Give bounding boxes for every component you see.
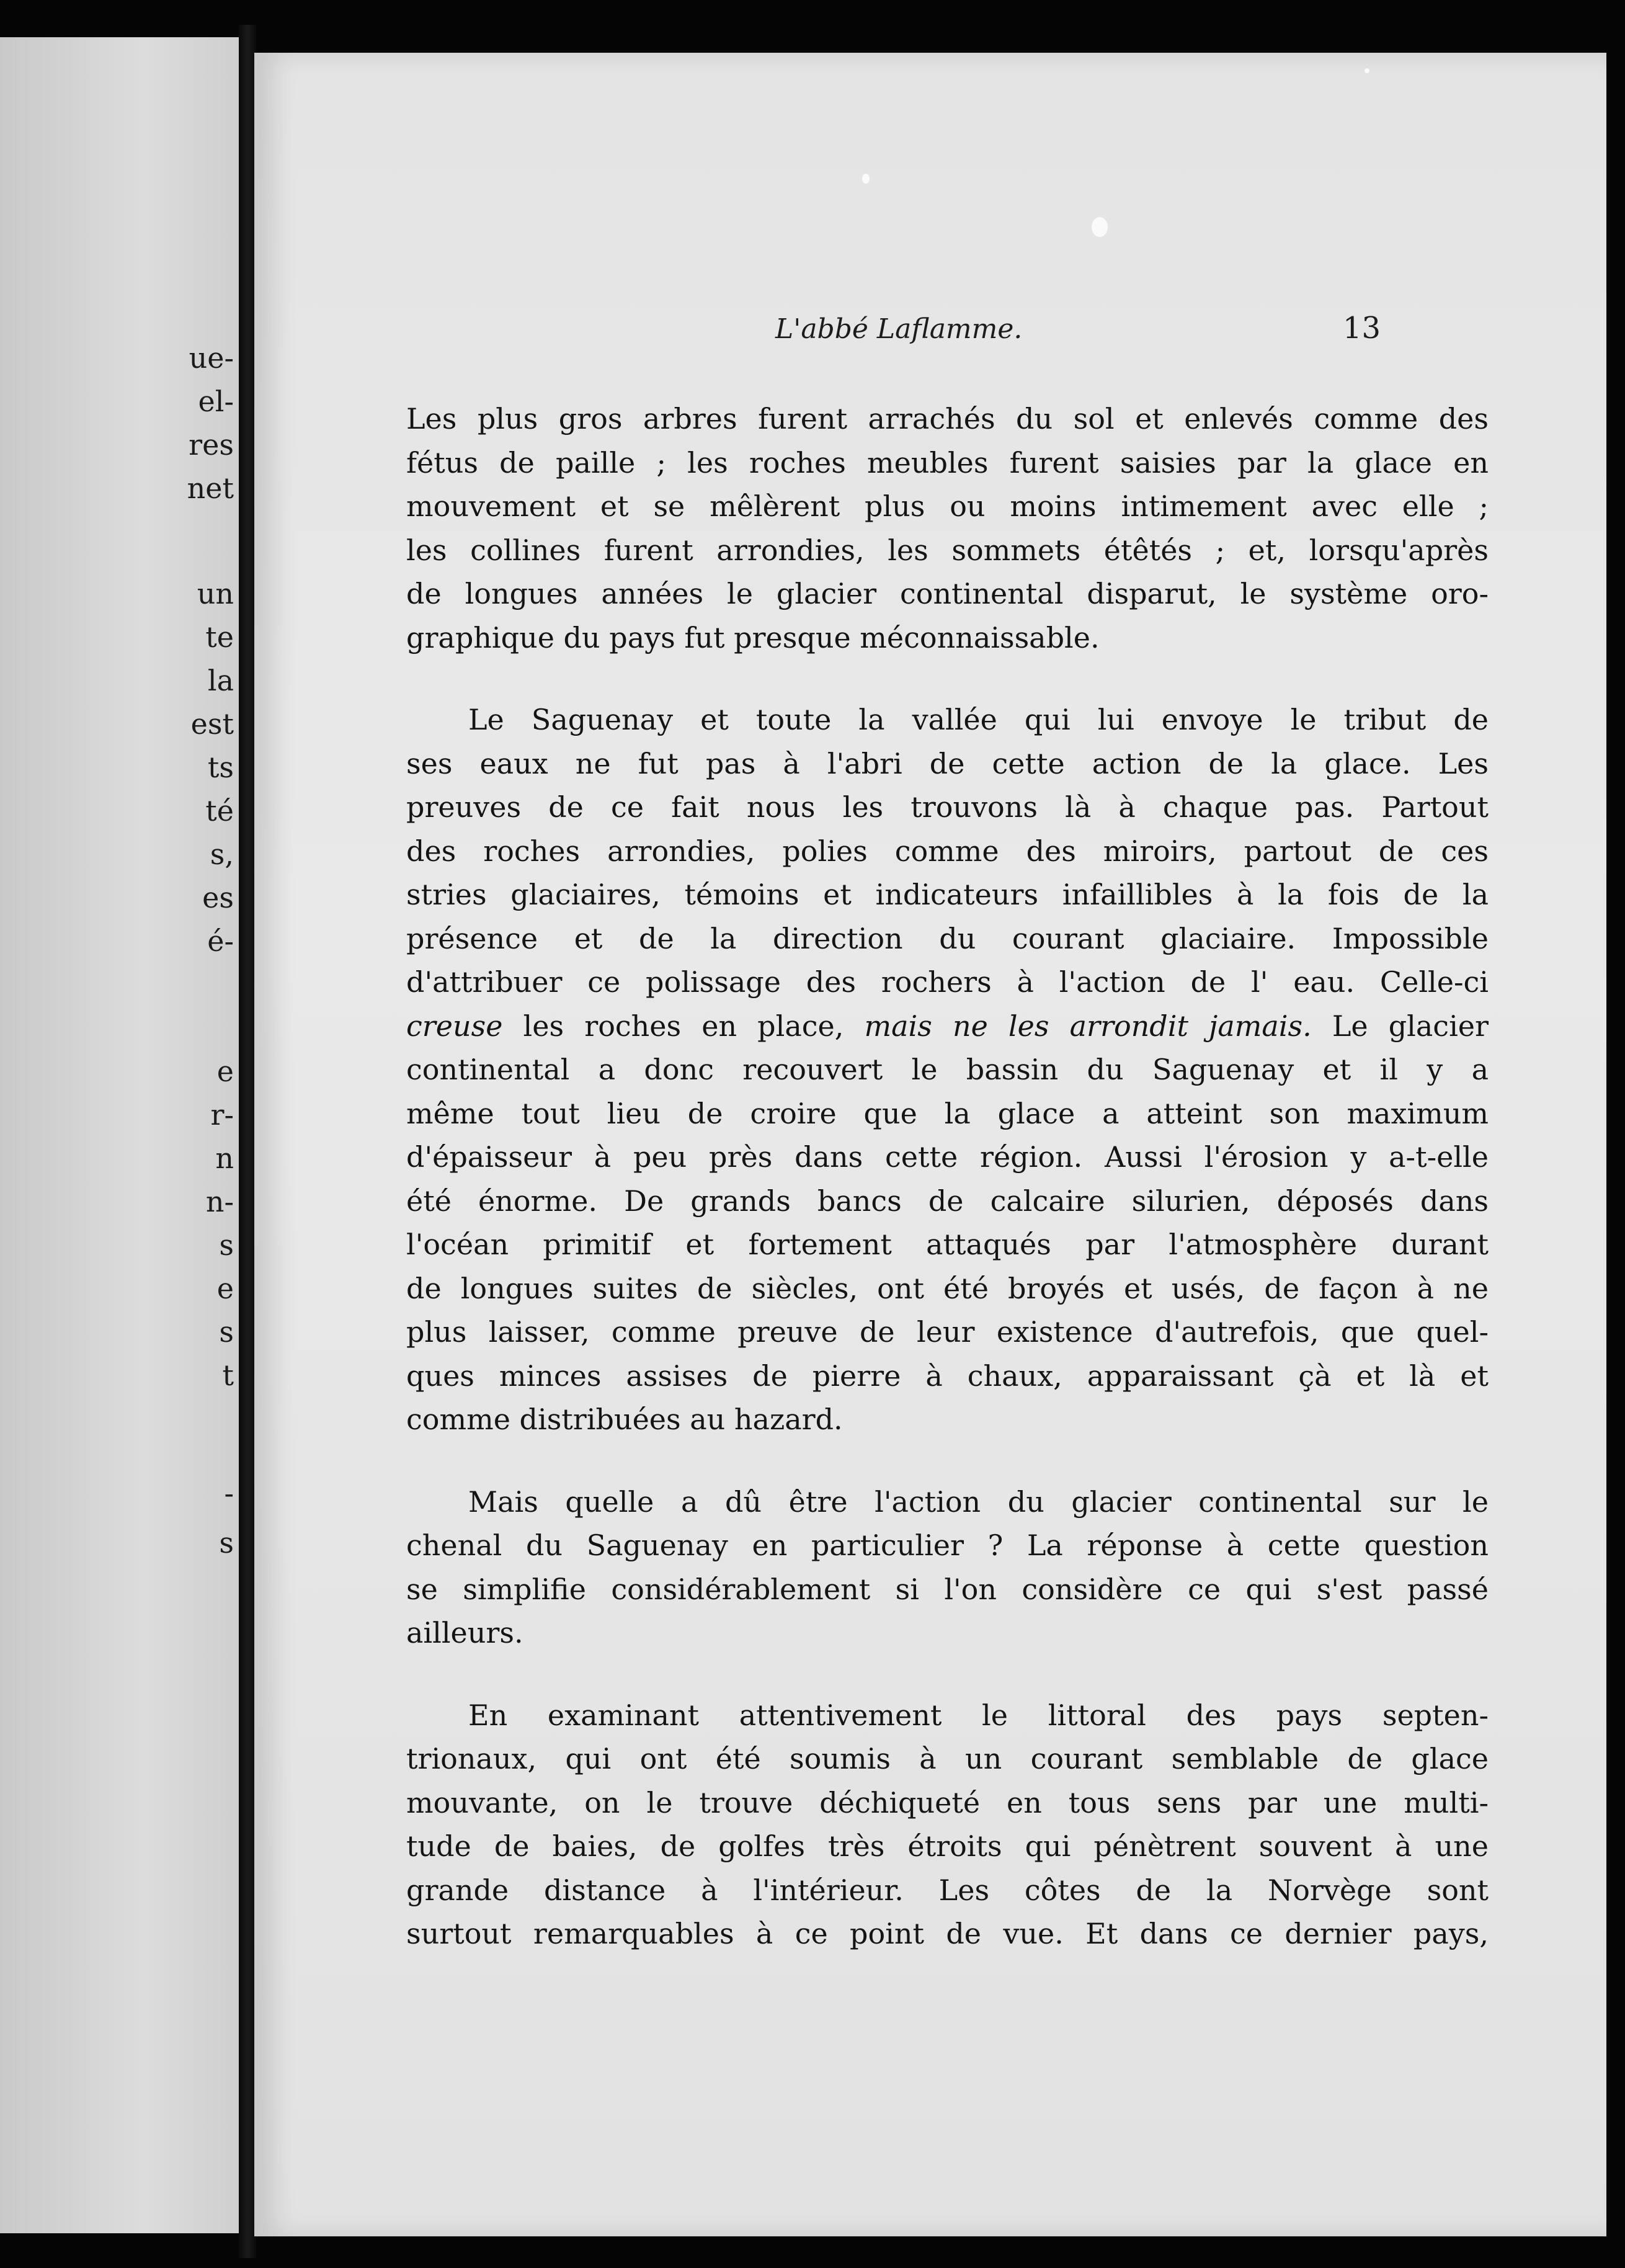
left-fragment: net — [187, 471, 234, 505]
text-line: d'attribuer ce polissage des rochers à l'action de l' eau. Celle-ci — [406, 965, 1489, 999]
text-line: des roches arrondies, polies comme des miroirs, partout de ces — [406, 834, 1489, 868]
body-text — [406, 397, 1489, 1994]
scan-speck — [1092, 217, 1108, 237]
text-line: En examinant attentivement le littoral des pays septen- — [468, 1698, 1489, 1732]
left-fragment: - — [224, 1476, 234, 1510]
text-line: continental a donc recouvert le bassin du Saguenay et il y a — [406, 1053, 1489, 1086]
scan-speck — [1365, 68, 1369, 73]
text-line: fétus de paille ; les roches meubles furent saisies par la glace en — [406, 445, 1489, 480]
left-fragment: e — [216, 1055, 234, 1088]
text-line: ques minces assises de pierre à chaux, apparaissant çà et là et — [406, 1359, 1489, 1393]
text-line: trionaux, qui ont été soumis à un courant semblable de glace — [406, 1742, 1489, 1775]
left-fragment: est — [190, 707, 234, 741]
text-line: preuves de ce fait nous les trouvons là à chaque pas. Partout — [406, 790, 1489, 824]
text-line: surtout remarquables à ce point de vue. Et dans ce dernier pays, — [406, 1917, 1489, 1950]
left-fragment: ts — [207, 751, 234, 784]
left-fragment: r- — [210, 1098, 234, 1132]
left-page-text-fragments — [0, 37, 239, 2233]
left-fragment: s — [219, 1526, 234, 1560]
paragraph-4 — [406, 1694, 1489, 1956]
left-fragment: te — [205, 620, 234, 654]
page-number: 13 — [1343, 311, 1381, 346]
left-fragment: es — [202, 881, 234, 914]
left-fragment: un — [197, 577, 234, 610]
left-fragment: é- — [207, 924, 234, 958]
right-page — [254, 53, 1606, 2236]
scan-speck — [862, 174, 870, 184]
left-fragment: s, — [210, 837, 234, 871]
text-line: de longues années le glacier continental disparut, le système oro- — [406, 577, 1489, 610]
text-line: stries glaciaires, témoins et indicateurs infaillibles à la fois de la — [406, 878, 1489, 911]
left-page-edge — [0, 37, 239, 2233]
text-line: les collines furent arrondies, les sommets étêtés ; et, lorsqu'après — [406, 533, 1489, 567]
left-fragment: la — [207, 664, 234, 697]
italic-text: mais ne les arrondit jamais. — [864, 1009, 1312, 1043]
left-fragment: t — [222, 1359, 234, 1392]
text-line: tude de baies, de golfes très étroits qui pénètrent souvent à une — [406, 1829, 1489, 1863]
paragraph-1 — [406, 397, 1489, 659]
text-line: d'épaisseur à peu près dans cette région. Aussi l'érosion y a-t-elle — [406, 1140, 1489, 1174]
text-line: graphique du pays fut presque méconnaissable. — [406, 620, 1100, 654]
text-line: de longues suites de siècles, ont été broyés et usés, de façon à ne — [406, 1271, 1489, 1305]
text-line-italic — [406, 1004, 1489, 1048]
roman-text: Le glacier — [1311, 1009, 1489, 1043]
left-fragment: té — [205, 794, 234, 828]
paragraph-3 — [406, 1480, 1489, 1655]
text-line: ailleurs. — [406, 1616, 523, 1650]
left-fragment: ue- — [189, 341, 234, 375]
text-line: Mais quelle a dû être l'action du glacier continental sur le — [468, 1484, 1489, 1519]
text-line: plus laisser, comme preuve de leur existence d'autrefois, que quel- — [406, 1315, 1489, 1349]
text-line: été énorme. De grands bancs de calcaire silurien, déposés dans — [406, 1184, 1489, 1218]
running-title: L'abbé Laflamme. — [775, 313, 1023, 345]
text-line: Les plus gros arbres furent arrachés du sol et enlevés comme des — [406, 402, 1489, 435]
text-line: Le Saguenay et toute la vallée qui lui envoye le tribut de — [468, 703, 1489, 736]
left-fragment: s — [219, 1315, 234, 1349]
text-line: ses eaux ne fut pas à l'abri de cette action de la glace. Les — [406, 746, 1489, 780]
text-line: chenal du Saguenay en particulier ? La réponse à cette question — [406, 1529, 1489, 1562]
left-fragment: n- — [205, 1185, 234, 1218]
text-line: présence et de la direction du courant glaciaire. Impossible — [406, 921, 1489, 955]
paragraph-2 — [406, 698, 1489, 1442]
text-line: se simplifie considérablement si l'on considère ce qui s'est passé — [406, 1572, 1489, 1606]
left-fragment: n — [215, 1141, 234, 1175]
text-line: grande distance à l'intérieur. Les côtes de la Norvège sont — [406, 1873, 1489, 1907]
italic-text: creuse — [406, 1009, 503, 1043]
text-line: l'océan primitif et fortement attaqués par l'atmosphère durant — [406, 1228, 1489, 1261]
left-fragment: e — [216, 1272, 234, 1305]
left-fragment: res — [189, 428, 234, 462]
left-fragment: el- — [198, 385, 234, 418]
text-line: mouvement et se mêlèrent plus ou moins intimement avec elle ; — [406, 489, 1489, 523]
text-line: comme distribuées au hazard. — [406, 1403, 843, 1436]
book-gutter — [239, 25, 256, 2258]
left-fragment: s — [219, 1228, 234, 1262]
text-line: mouvante, on le trouve déchiqueté en tous sens par une multi- — [406, 1785, 1489, 1819]
text-line: même tout lieu de croire que la glace a atteint son maximum — [406, 1096, 1489, 1130]
roman-text: les roches en place, — [502, 1009, 865, 1043]
running-header — [254, 313, 1606, 363]
